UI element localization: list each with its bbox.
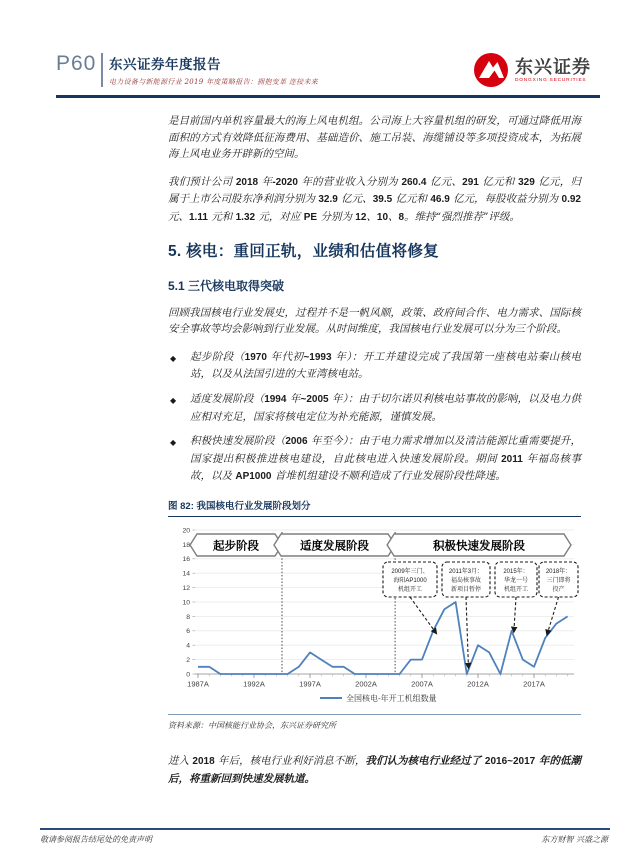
y-tick-label: 14 (182, 570, 190, 578)
annotation-text: 2009年三门、海阳AP1000 机组开工 (391, 568, 429, 593)
page-number: P60 (56, 52, 97, 75)
diamond-bullet-icon: ◆ (170, 395, 177, 405)
y-tick-label: 6 (186, 628, 190, 636)
stage-banner-label: 适度发展阶段 (300, 540, 370, 553)
annotation-text: 2011年3月：福岛核事故新项目暂停 (448, 568, 484, 593)
report-title: 东兴证券年度报告 (109, 57, 221, 72)
x-tick-label: 1992A (243, 679, 265, 689)
section-title: 5. 核电：重回正轨，业绩和估值将修复 (168, 242, 439, 260)
list-item (168, 433, 581, 486)
figure-title: 图 82: 我国核电行业发展阶段划分 (168, 498, 581, 517)
bullet-text: 积极快速发展阶段（2006 年至今）：由于电力需求增加以及清洁能源比重需要提升，国家提出积极推进核电建设，自此核电进入快速发展阶段。期间 2011 年福岛核事故，以及 AP1000 首堆机组建设不顺利造成了行业发展阶段性降速。 (190, 435, 581, 483)
header-title-block (109, 53, 439, 87)
annotation-text: 2018年：三门即将投产 (545, 568, 572, 593)
x-tick-label: 2017A (523, 679, 545, 689)
y-tick-label: 12 (182, 584, 190, 592)
bullet-text: 适度发展阶段（1994 年~2005 年）：由于切尔诺贝利核电站事故的影响，以及电力供应相对充足，国家将核电定位为补充能源，谨慎发展。 (190, 392, 582, 423)
diamond-bullet-icon: ◆ (170, 353, 177, 363)
brand-logo (472, 50, 600, 90)
paragraph-wind: 是目前国内单机容量最大的海上风电机组。公司海上大容量机组的研发，可通过降低用海面积的方式有效降低征海费用、基础造价、施工吊装、海缆铺设等多项投资成本，为拓展海上风电业务开辟新的空间。 (168, 115, 581, 161)
paragraph-conclusion (168, 753, 581, 787)
nuclear-development-stages-chart (168, 520, 581, 708)
y-tick-label: 2 (186, 656, 190, 664)
y-tick-label: 18 (182, 541, 190, 549)
y-tick-label: 16 (182, 556, 190, 564)
conclusion-bold: 我们认为核电行业经过了 2016~2017 年的低潮后，将重新回到快速发展轨道。 (168, 754, 582, 785)
annotation-arrow (410, 597, 437, 634)
subsection-title: 5.1 三代核电取得突破 (168, 278, 285, 293)
list-item (168, 391, 581, 425)
list-item (168, 349, 581, 383)
figure-source: 资料来源：中国核能行业协会，东兴证券研究所 (168, 714, 581, 731)
units-started-line (198, 602, 568, 674)
x-tick-label: 2012A (467, 679, 489, 689)
body-column (168, 113, 581, 798)
stage-banner-label: 积极快速发展阶段 (433, 540, 526, 553)
y-tick-label: 0 (186, 671, 190, 679)
annotation-text: 2015年：华龙一号机组开工 (503, 568, 529, 593)
y-tick-label: 4 (186, 642, 190, 650)
annotation-arrow (466, 597, 468, 668)
footer-slogan: 东方财智 兴盛之源 (541, 835, 608, 844)
y-tick-label: 8 (186, 613, 190, 621)
report-subtitle: 电力设备与新能源行业 2019 年度策略报告：拥抱变革 连接未来 (109, 78, 319, 86)
legend-label: 全国核电-年开工机组数量 (346, 693, 437, 703)
diamond-bullet-icon: ◆ (170, 438, 177, 448)
header-rule (56, 95, 600, 98)
header-divider (101, 53, 103, 87)
dongxing-logo-icon (472, 51, 510, 89)
paragraph-forecast: 我们预计公司 2018 年-2020 年的营业收入分别为 260.4 亿元、291 亿元和 329 亿元，归属于上市公司股东净利润分别为 32.9 亿元、39.5 亿元和 46.9 亿元，每股收益分别为 0.92 元、1.11 元和 1.32 元，对应 PE 分别为 12、10、8。维持“强烈推荐”评级。 (168, 175, 581, 223)
x-tick-label: 1987A (187, 679, 209, 689)
y-tick-label: 20 (182, 527, 190, 535)
x-tick-label: 2002A (355, 679, 377, 689)
y-tick-label: 10 (182, 599, 190, 607)
footer-disclaimer: 敬请参阅报告结尾处的免责声明 (40, 835, 152, 844)
paragraph-history: 回顾我国核电行业发展史，过程并不是一帆风顺，政策、政府间合作、电力需求、国际核安全事故等均会影响到行业发展。从时间维度，我国核电行业发展可以分为三个阶段。 (168, 306, 581, 336)
brand-subname: DONGXING SECURITIES (515, 77, 587, 83)
conclusion-normal: 进入 2018 年后，核电行业利好消息不断， (168, 754, 366, 767)
x-tick-label: 2007A (411, 679, 433, 689)
brand-name: 东兴证券 (515, 56, 591, 77)
stage-banner-label: 起步阶段 (213, 540, 259, 553)
x-tick-label: 1997A (299, 679, 321, 689)
figure-82 (168, 498, 581, 731)
footer-rule (40, 828, 610, 830)
bullet-text: 起步阶段（1970 年代初~1993 年）：开工并建设完成了我国第一座核电站秦山核电站，以及从法国引进的大亚湾核电站。 (190, 350, 582, 381)
